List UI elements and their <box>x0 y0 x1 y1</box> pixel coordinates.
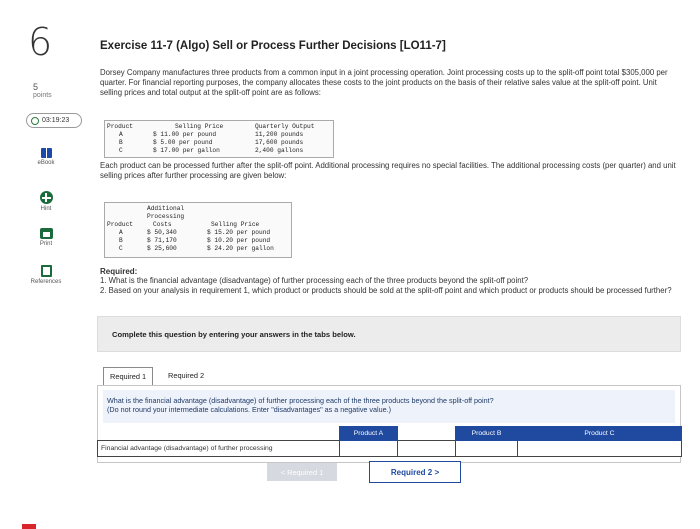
table-header: Costs <box>153 221 172 228</box>
table-header: Product <box>107 123 133 130</box>
table-cell: C <box>119 245 123 252</box>
sidebar-item-label: Hint <box>40 206 52 212</box>
product-b-input[interactable] <box>456 441 517 456</box>
table-cell: 2,400 gallons <box>255 147 304 154</box>
product-a-input-cell[interactable] <box>340 441 398 457</box>
table-cell: A <box>119 131 123 138</box>
clock-icon <box>31 117 39 125</box>
sidebar-item-hint[interactable] <box>22 191 70 212</box>
sidebar-item-label: References <box>30 279 62 285</box>
points-label: points <box>33 92 52 99</box>
prev-required-button[interactable]: < Required 1 <box>267 463 337 481</box>
tab-required-1[interactable]: Required 1 <box>103 367 153 385</box>
table-cell: $ 10.20 per pound <box>207 237 271 244</box>
table-cell: $ 17.00 per gallon <box>153 147 220 154</box>
table-cell: A <box>119 229 123 236</box>
sidebar-item-label: Print <box>39 241 53 247</box>
question-number: 6 <box>28 20 53 64</box>
table-header: Product <box>107 221 133 228</box>
table-cell: $ 15.20 per pound <box>207 229 271 236</box>
table-cell: $ 11.00 per pound <box>153 131 217 138</box>
grid-spacer <box>398 427 456 441</box>
red-marker <box>22 524 36 529</box>
table-cell: $ 50,340 <box>147 229 177 236</box>
table-cell: $ 5.00 per pound <box>153 139 213 146</box>
instruction-text: Complete this question by entering your answers in the tabs below. <box>112 330 356 339</box>
hint-icon <box>40 191 53 204</box>
table-header: Processing <box>147 213 185 220</box>
split-off-table <box>104 120 334 158</box>
prompt-note: (Do not round your intermediate calculations. Enter "disadvantages" as a negative value.) <box>107 405 391 414</box>
column-header-product-a: Product A <box>340 427 398 441</box>
table-cell: $ 24.20 per gallon <box>207 245 274 252</box>
product-b-input-cell[interactable] <box>456 441 518 457</box>
required-heading: Required: <box>100 267 138 276</box>
tab-required-2[interactable]: Required 2 <box>168 371 205 380</box>
next-required-button[interactable]: Required 2 > <box>369 461 461 483</box>
grid-corner <box>98 427 340 441</box>
further-processing-table <box>104 202 292 258</box>
table-cell: B <box>119 237 123 244</box>
required-item-1: 1. What is the financial advantage (disadvantage) of further processing each of the three products beyond the split-off point? <box>100 276 529 285</box>
product-c-input[interactable] <box>518 441 681 456</box>
prompt-question: What is the financial advantage (disadvantage) of further processing each of the three products beyond the split-off point? <box>107 396 494 405</box>
column-header-product-b: Product B <box>456 427 518 441</box>
table-cell: $ 71,170 <box>147 237 177 244</box>
timer-text: 03:19:23 <box>42 117 70 124</box>
table-cell: C <box>119 147 123 154</box>
question-prompt <box>107 396 667 414</box>
table-header: Quarterly Output <box>255 123 315 130</box>
required-item-2: 2. Based on your analysis in requirement 1, which product or products should be sold at the split-off point and which product or products should be processed further? <box>100 286 672 295</box>
points-value: 5 <box>33 82 39 92</box>
sidebar-item-references[interactable] <box>22 265 70 285</box>
table-cell: $ 25,600 <box>147 245 177 252</box>
references-icon <box>41 265 52 277</box>
exercise-title: Exercise 11-7 (Algo) Sell or Process Further Decisions [LO11-7] <box>100 40 446 52</box>
sidebar-item-ebook[interactable] <box>22 148 70 166</box>
timer[interactable] <box>26 113 82 128</box>
product-a-input[interactable] <box>340 441 397 456</box>
intro-paragraph: Dorsey Company manufactures three products from a common input in a joint processing operation. Joint processing costs up to the split-off point total $305,000 per quarter. For financial reporting purposes, the company allocates these costs to the joint products on the basis of their relative sales value at the split-off point. Unit selling prices and total output at the split-off point are as follows: <box>100 68 668 97</box>
table-cell: 11,200 pounds <box>255 131 304 138</box>
sidebar-item-label: eBook <box>37 160 55 166</box>
ebook-icon <box>41 148 52 158</box>
required-list <box>100 276 680 296</box>
product-c-input-cell[interactable] <box>518 441 682 457</box>
print-icon <box>40 228 53 239</box>
row-label: Financial advantage (disadvantage) of further processing <box>98 441 340 457</box>
spacer-cell <box>398 441 456 457</box>
table-header: Selling Price <box>211 221 260 228</box>
table-header: Selling Price <box>175 123 224 130</box>
sidebar-item-print[interactable] <box>22 228 70 247</box>
table-cell: 17,600 pounds <box>255 139 304 146</box>
further-processing-paragraph: Each product can be processed further after the split-off point. Additional processing requires no special facilities. The additional processing costs (per quarter) and unit selling prices after further processing are given below: <box>100 161 676 180</box>
answer-grid <box>97 426 682 457</box>
table-cell: B <box>119 139 123 146</box>
table-header: Additional <box>147 205 185 212</box>
column-header-product-c: Product C <box>518 427 682 441</box>
instruction-banner <box>97 316 681 352</box>
